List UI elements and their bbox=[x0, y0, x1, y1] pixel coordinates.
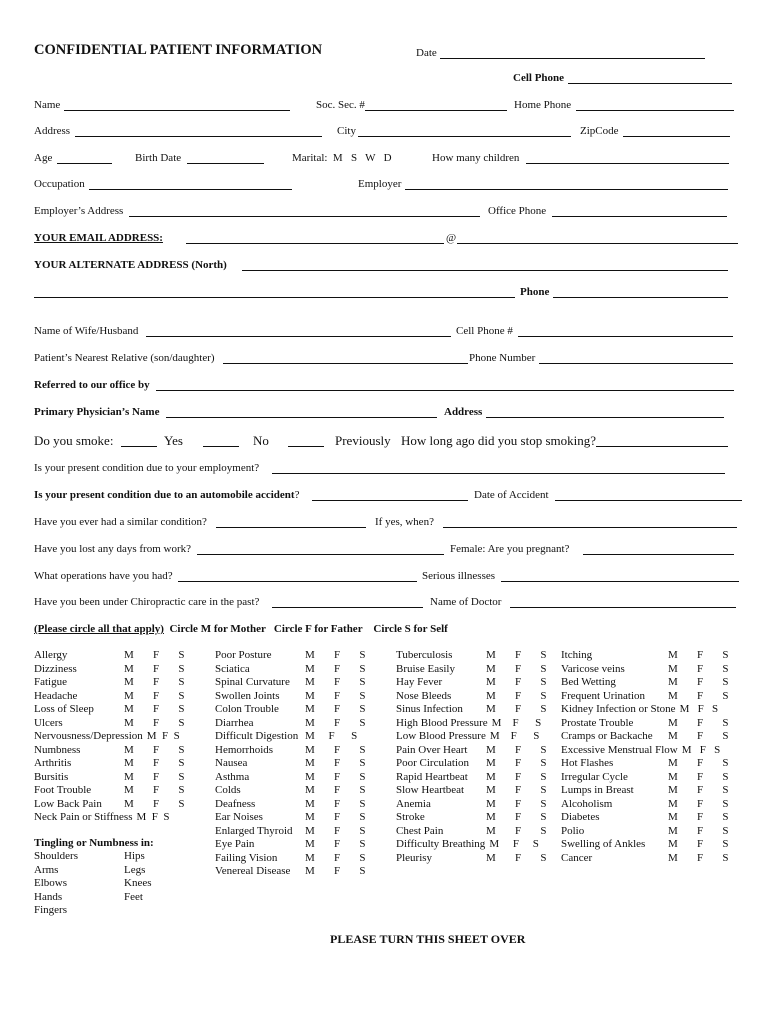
condition-row bbox=[215, 717, 375, 731]
condition-row bbox=[215, 744, 375, 758]
condition-row bbox=[561, 825, 761, 839]
condition-row bbox=[215, 703, 375, 717]
tingling-heading: Tingling or Numbness in: bbox=[34, 837, 154, 849]
condition-mfs-options[interactable]: M F S bbox=[681, 743, 721, 756]
condition-mfs-options[interactable]: M F S bbox=[305, 689, 366, 702]
email-label: YOUR EMAIL ADDRESS: bbox=[34, 232, 163, 244]
smoke-previously-label: Previously bbox=[335, 433, 391, 448]
condition-row bbox=[561, 784, 761, 798]
home-phone-field[interactable] bbox=[576, 110, 734, 111]
condition-row bbox=[561, 811, 761, 825]
condition-mfs-options[interactable]: M F S bbox=[305, 757, 366, 769]
condition-name: Failing Vision bbox=[215, 851, 278, 864]
condition-row bbox=[396, 676, 556, 690]
condition-name: Deafness bbox=[215, 797, 256, 810]
condition-row bbox=[561, 757, 761, 771]
condition-name: Slow Heartbeat bbox=[396, 784, 465, 796]
tingling-left-list bbox=[34, 850, 78, 918]
alt-phone-field[interactable] bbox=[553, 297, 728, 298]
condition-name: Cancer bbox=[561, 851, 593, 864]
condition-name: Sciatica bbox=[215, 662, 250, 675]
condition-mfs-options[interactable]: M F S bbox=[305, 851, 366, 864]
smoke-label: Do you smoke: bbox=[34, 433, 114, 448]
condition-name: Low Blood Pressure bbox=[396, 730, 486, 742]
smoke-no-blank[interactable] bbox=[203, 446, 239, 447]
condition-name: Nausea bbox=[215, 757, 248, 769]
condition-mfs-options[interactable]: M F S bbox=[486, 851, 547, 864]
condition-row bbox=[34, 744, 204, 758]
condition-name: Fatigue bbox=[34, 676, 67, 688]
condition-name: Hay Fever bbox=[396, 676, 443, 688]
condition-row bbox=[215, 730, 375, 744]
doctor-label: Name of Doctor bbox=[430, 596, 502, 608]
circle-all-note: (Please circle all that apply) bbox=[34, 623, 164, 635]
address-field[interactable] bbox=[75, 136, 322, 137]
page-title: CONFIDENTIAL PATIENT INFORMATION bbox=[34, 42, 323, 58]
condition-name: High Blood Pressure bbox=[396, 716, 488, 729]
condition-name: Lumps in Breast bbox=[561, 784, 634, 796]
condition-mfs-options[interactable]: M F S bbox=[305, 797, 366, 810]
condition-mfs-options[interactable]: M F S bbox=[668, 784, 729, 796]
turn-over-footer: PLEASE TURN THIS SHEET OVER bbox=[330, 932, 526, 946]
condition-mfs-options[interactable]: M F S bbox=[305, 662, 366, 675]
alt-phone-label: Phone bbox=[520, 286, 550, 298]
conditions-column-3 bbox=[396, 649, 556, 865]
condition-mfs-options[interactable]: M F S bbox=[305, 811, 366, 823]
condition-name: Colon Trouble bbox=[215, 703, 279, 715]
condition-mfs-options[interactable]: M F S bbox=[124, 716, 185, 729]
condition-name: Venereal Disease bbox=[215, 865, 291, 877]
tingling-right-list bbox=[124, 850, 152, 904]
condition-row bbox=[396, 703, 556, 717]
condition-mfs-options[interactable]: M F S bbox=[124, 797, 185, 810]
condition-row bbox=[396, 730, 556, 744]
condition-row bbox=[396, 649, 556, 663]
chiro-field[interactable] bbox=[272, 607, 423, 608]
condition-mfs-options[interactable]: M F S bbox=[486, 757, 547, 769]
condition-row bbox=[561, 838, 761, 852]
conditions-column-4 bbox=[561, 649, 761, 865]
smoke-stop-field[interactable] bbox=[596, 446, 728, 447]
condition-row bbox=[396, 784, 556, 798]
condition-mfs-options[interactable]: M F S bbox=[668, 824, 729, 837]
if-yes-field[interactable] bbox=[443, 527, 737, 528]
condition-name: Varicose veins bbox=[561, 662, 625, 675]
condition-name: Ulcers bbox=[34, 716, 63, 729]
zipcode-label: ZipCode bbox=[580, 125, 619, 137]
condition-row bbox=[215, 825, 375, 839]
cell-phone-label: Cell Phone bbox=[513, 72, 565, 84]
condition-name: Arthritis bbox=[34, 757, 72, 769]
accident-date-field[interactable] bbox=[555, 500, 742, 501]
tingling-item[interactable]: Elbows bbox=[34, 877, 67, 889]
ssn-label: Soc. Sec. # bbox=[316, 99, 365, 111]
condition-row bbox=[396, 798, 556, 812]
condition-row bbox=[215, 690, 375, 704]
age-field[interactable] bbox=[57, 163, 112, 164]
condition-mfs-options[interactable]: M F S bbox=[146, 730, 180, 742]
marital-options[interactable]: Marital: M S W D bbox=[292, 152, 392, 164]
employer-label: Employer bbox=[358, 178, 402, 190]
children-label: How many children bbox=[432, 152, 520, 164]
condition-mfs-options[interactable]: M F S bbox=[489, 838, 539, 850]
children-field[interactable] bbox=[526, 163, 729, 164]
condition-name: Poor Circulation bbox=[396, 757, 470, 769]
condition-mfs-options[interactable]: M F S bbox=[305, 770, 366, 783]
condition-name: Nose Bleeds bbox=[396, 689, 452, 702]
spouse-phone-field[interactable] bbox=[518, 336, 733, 337]
zipcode-field[interactable] bbox=[623, 136, 730, 137]
condition-row bbox=[396, 717, 556, 731]
circle-legend: Circle M for Mother Circle F for Father Circle S for Self bbox=[169, 623, 448, 635]
lost-days-question: Have you lost any days from work? bbox=[34, 543, 192, 555]
condition-mfs-options[interactable]: M F S bbox=[305, 838, 366, 850]
spouse-label: Name of Wife/Husband bbox=[34, 325, 139, 337]
condition-row bbox=[396, 744, 556, 758]
condition-row bbox=[561, 730, 761, 744]
condition-mfs-options[interactable]: M F S bbox=[668, 649, 729, 661]
condition-name: Polio bbox=[561, 824, 585, 837]
smoke-no-label: No bbox=[253, 433, 269, 448]
operations-question: What operations have you had? bbox=[34, 570, 173, 582]
condition-row bbox=[34, 811, 204, 825]
office-phone-field[interactable] bbox=[552, 216, 727, 217]
condition-mfs-options[interactable]: M F S bbox=[486, 824, 547, 837]
condition-row bbox=[215, 649, 375, 663]
condition-mfs-options[interactable]: M F S bbox=[486, 743, 547, 756]
condition-name: Neck Pain or Stiffness bbox=[34, 811, 133, 823]
condition-name: Kidney Infection or Stone bbox=[561, 703, 676, 715]
age-label: Age bbox=[34, 152, 53, 164]
condition-mfs-options[interactable]: M F S bbox=[679, 703, 719, 715]
tingling-item[interactable]: Shoulders bbox=[34, 850, 78, 862]
condition-row bbox=[561, 744, 761, 758]
pregnant-question: Female: Are you pregnant? bbox=[450, 543, 570, 555]
condition-row bbox=[561, 649, 761, 663]
condition-name: Prostate Trouble bbox=[561, 716, 634, 729]
condition-name: Stroke bbox=[396, 811, 425, 823]
condition-row bbox=[396, 838, 556, 852]
condition-row bbox=[561, 703, 761, 717]
smoke-stop-label: How long ago did you stop smoking? bbox=[401, 433, 596, 448]
condition-mfs-options[interactable]: M F S bbox=[305, 743, 366, 756]
condition-row bbox=[396, 771, 556, 785]
birth-date-label: Birth Date bbox=[135, 152, 182, 164]
alt-address-field[interactable] bbox=[242, 270, 728, 271]
condition-mfs-options[interactable]: M F S bbox=[124, 649, 185, 661]
condition-name: Frequent Urination bbox=[561, 689, 646, 702]
condition-row bbox=[215, 852, 375, 866]
condition-row bbox=[34, 649, 204, 663]
similar-field[interactable] bbox=[216, 527, 366, 528]
condition-mfs-options[interactable]: M F S bbox=[486, 649, 547, 661]
condition-name: Diarrhea bbox=[215, 716, 254, 729]
condition-row bbox=[561, 717, 761, 731]
condition-row bbox=[215, 838, 375, 852]
accident-date-label: Date of Accident bbox=[474, 489, 549, 501]
condition-mfs-options[interactable]: M F S bbox=[136, 811, 170, 823]
condition-row bbox=[561, 690, 761, 704]
condition-row bbox=[215, 771, 375, 785]
condition-mfs-options[interactable]: M F S bbox=[668, 662, 729, 675]
condition-name: Irregular Cycle bbox=[561, 770, 628, 783]
condition-mfs-options[interactable]: M F S bbox=[305, 730, 358, 742]
condition-name: Sinus Infection bbox=[396, 703, 463, 715]
condition-name: Alcoholism bbox=[561, 797, 613, 810]
condition-mfs-options[interactable]: M F S bbox=[668, 689, 729, 702]
illnesses-label: Serious illnesses bbox=[422, 570, 496, 582]
employment-field[interactable] bbox=[272, 473, 725, 474]
condition-mfs-options[interactable]: M F S bbox=[486, 811, 547, 823]
spouse-field[interactable] bbox=[146, 336, 451, 337]
email-domain-field[interactable] bbox=[457, 243, 738, 244]
condition-mfs-options[interactable]: M F S bbox=[486, 784, 547, 796]
condition-row bbox=[396, 852, 556, 866]
condition-mfs-options[interactable]: M F S bbox=[305, 824, 366, 837]
primary-address-label: Address bbox=[444, 406, 483, 418]
condition-name: Difficulty Breathing bbox=[396, 838, 486, 850]
employer-address-label: Employer’s Address bbox=[34, 205, 124, 217]
condition-row bbox=[34, 798, 204, 812]
condition-row bbox=[396, 690, 556, 704]
condition-name: Dizziness bbox=[34, 662, 77, 675]
condition-mfs-options[interactable]: M F S bbox=[668, 770, 729, 783]
conditions-column-2 bbox=[215, 649, 375, 879]
condition-name: Pleurisy bbox=[396, 851, 433, 864]
conditions-column-1 bbox=[34, 649, 204, 825]
condition-mfs-options[interactable]: M F S bbox=[668, 797, 729, 810]
condition-name: Poor Posture bbox=[215, 649, 272, 661]
tingling-item[interactable]: Legs bbox=[124, 863, 146, 876]
condition-row bbox=[215, 811, 375, 825]
condition-name: Colds bbox=[215, 784, 241, 796]
condition-mfs-options[interactable]: M F S bbox=[668, 851, 729, 864]
cell-phone-field[interactable] bbox=[568, 83, 732, 84]
auto-question: Is your present condition due to an automobile accident bbox=[34, 489, 295, 501]
date-label: Date bbox=[416, 47, 437, 59]
condition-row bbox=[34, 663, 204, 677]
tingling-item[interactable]: Arms bbox=[34, 863, 59, 876]
auto-question-row bbox=[34, 489, 299, 501]
primary-physician-label: Primary Physician’s Name bbox=[34, 406, 160, 418]
relative-phone-field[interactable] bbox=[539, 363, 733, 364]
condition-name: Bursitis bbox=[34, 770, 69, 783]
condition-name: Rapid Heartbeat bbox=[396, 770, 468, 783]
condition-name: Excessive Menstrual Flow bbox=[561, 743, 678, 756]
condition-row bbox=[215, 663, 375, 677]
condition-row bbox=[215, 757, 375, 771]
condition-row bbox=[561, 852, 761, 866]
condition-name: Hot Flashes bbox=[561, 757, 614, 769]
spouse-phone-label: Cell Phone # bbox=[456, 325, 513, 337]
email-at-sign: @ bbox=[446, 232, 457, 244]
condition-name: Diabetes bbox=[561, 811, 600, 823]
condition-mfs-options[interactable]: M F S bbox=[491, 716, 542, 729]
condition-mfs-options[interactable]: M F S bbox=[124, 770, 185, 783]
condition-name: Spinal Curvature bbox=[215, 676, 290, 688]
referred-field[interactable] bbox=[156, 390, 734, 391]
tingling-item[interactable]: Knees bbox=[124, 877, 152, 889]
condition-name: Foot Trouble bbox=[34, 784, 92, 796]
condition-name: Cramps or Backache bbox=[561, 730, 653, 742]
address-label: Address bbox=[34, 125, 71, 137]
condition-name: Bed Wetting bbox=[561, 676, 616, 688]
lost-days-field[interactable] bbox=[197, 554, 444, 555]
condition-mfs-options[interactable]: M F S bbox=[486, 797, 547, 810]
condition-mfs-options[interactable]: M F S bbox=[486, 676, 547, 688]
condition-mfs-options[interactable]: M F S bbox=[305, 784, 366, 796]
condition-name: Swelling of Ankles bbox=[561, 838, 646, 850]
condition-row bbox=[215, 676, 375, 690]
condition-name: Enlarged Thyroid bbox=[215, 824, 293, 837]
email-user-field[interactable] bbox=[186, 243, 444, 244]
condition-row bbox=[34, 676, 204, 690]
city-field[interactable] bbox=[358, 136, 571, 137]
condition-name: Chest Pain bbox=[396, 824, 444, 837]
alt-address-label: YOUR ALTERNATE ADDRESS (North) bbox=[34, 259, 227, 271]
condition-name: Numbness bbox=[34, 743, 81, 756]
condition-mfs-options[interactable]: M F S bbox=[305, 716, 366, 729]
condition-mfs-options[interactable]: M F S bbox=[305, 703, 366, 715]
condition-mfs-options[interactable]: M F S bbox=[486, 662, 547, 675]
condition-name: Anemia bbox=[396, 797, 431, 810]
pregnant-field[interactable] bbox=[583, 554, 734, 555]
condition-mfs-options[interactable]: M F S bbox=[486, 770, 547, 783]
condition-row bbox=[34, 690, 204, 704]
smoke-previously-blank[interactable] bbox=[288, 446, 324, 447]
condition-mfs-options[interactable]: M F S bbox=[486, 703, 547, 715]
condition-name: Swollen Joints bbox=[215, 689, 280, 702]
condition-row bbox=[215, 784, 375, 798]
condition-mfs-options[interactable]: M F S bbox=[668, 676, 729, 688]
employer-field[interactable] bbox=[405, 189, 728, 190]
condition-name: Itching bbox=[561, 649, 593, 661]
condition-row bbox=[34, 784, 204, 798]
condition-name: Allergy bbox=[34, 649, 68, 661]
relative-phone-label: Phone Number bbox=[469, 352, 536, 364]
condition-name: Ear Noises bbox=[215, 811, 263, 823]
smoke-yes-blank[interactable] bbox=[121, 446, 157, 447]
primary-physician-field[interactable] bbox=[166, 417, 437, 418]
if-yes-label: If yes, when? bbox=[375, 516, 434, 528]
employment-question: Is your present condition due to your employment? bbox=[34, 462, 260, 474]
tingling-item[interactable]: Hips bbox=[124, 850, 145, 862]
condition-name: Pain Over Heart bbox=[396, 743, 468, 756]
condition-name: Nervousness/Depression bbox=[34, 730, 143, 742]
condition-name: Eye Pain bbox=[215, 838, 255, 850]
condition-mfs-options[interactable]: M F S bbox=[668, 838, 729, 850]
condition-name: Bruise Easily bbox=[396, 662, 455, 675]
circle-instructions bbox=[34, 623, 448, 635]
condition-row bbox=[34, 730, 204, 744]
condition-mfs-options[interactable]: M F S bbox=[124, 784, 185, 796]
condition-row bbox=[396, 663, 556, 677]
condition-mfs-options[interactable]: M F S bbox=[668, 757, 729, 769]
operations-field[interactable] bbox=[178, 581, 417, 582]
condition-mfs-options[interactable]: M F S bbox=[489, 730, 540, 742]
condition-row bbox=[34, 703, 204, 717]
condition-row bbox=[34, 717, 204, 731]
condition-mfs-options[interactable]: M F S bbox=[305, 649, 366, 661]
condition-mfs-options[interactable]: M F S bbox=[305, 676, 366, 688]
condition-mfs-options[interactable]: M F S bbox=[486, 689, 547, 702]
city-label: City bbox=[337, 125, 356, 137]
condition-row bbox=[561, 663, 761, 677]
date-field[interactable] bbox=[440, 58, 705, 59]
condition-row bbox=[215, 798, 375, 812]
condition-row bbox=[561, 771, 761, 785]
condition-row bbox=[215, 865, 375, 879]
ssn-field[interactable] bbox=[365, 110, 507, 111]
condition-row bbox=[396, 811, 556, 825]
employer-address-field[interactable] bbox=[129, 216, 480, 217]
auto-question-mark: ? bbox=[294, 489, 300, 501]
condition-mfs-options[interactable]: M F S bbox=[668, 811, 729, 823]
condition-mfs-options[interactable]: M F S bbox=[124, 662, 185, 675]
name-label: Name bbox=[34, 99, 61, 111]
condition-name: Difficult Digestion bbox=[215, 730, 299, 742]
relative-field[interactable] bbox=[223, 363, 468, 364]
condition-row bbox=[561, 798, 761, 812]
occupation-field[interactable] bbox=[89, 189, 292, 190]
condition-name: Low Back Pain bbox=[34, 797, 102, 810]
similar-question: Have you ever had a similar condition? bbox=[34, 516, 207, 528]
condition-name: Loss of Sleep bbox=[34, 703, 94, 715]
alt-address-field-2[interactable] bbox=[34, 297, 515, 298]
tingling-item[interactable]: Fingers bbox=[34, 904, 67, 916]
condition-mfs-options[interactable]: M F S bbox=[124, 743, 185, 756]
occupation-label: Occupation bbox=[34, 178, 85, 190]
condition-row bbox=[34, 771, 204, 785]
condition-name: Hemorrhoids bbox=[215, 743, 274, 756]
condition-mfs-options[interactable]: M F S bbox=[668, 716, 729, 729]
condition-row bbox=[34, 757, 204, 771]
condition-mfs-options[interactable]: M F S bbox=[124, 689, 185, 702]
referred-label: Referred to our office by bbox=[34, 379, 150, 391]
condition-mfs-options[interactable]: M F S bbox=[124, 703, 185, 715]
condition-mfs-options[interactable]: M F S bbox=[668, 730, 729, 742]
tingling-item[interactable]: Feet bbox=[124, 890, 143, 903]
condition-mfs-options[interactable]: M F S bbox=[124, 676, 185, 688]
tingling-item[interactable]: Hands bbox=[34, 890, 63, 903]
condition-name: Headache bbox=[34, 689, 78, 702]
birth-date-field[interactable] bbox=[187, 163, 264, 164]
doctor-field[interactable] bbox=[510, 607, 736, 608]
illnesses-field[interactable] bbox=[501, 581, 739, 582]
chiro-question: Have you been under Chiropractic care in the past? bbox=[34, 596, 260, 608]
relative-label: Patient’s Nearest Relative (son/daughter) bbox=[34, 352, 215, 364]
condition-name: Asthma bbox=[215, 770, 250, 783]
condition-row bbox=[396, 825, 556, 839]
condition-row bbox=[561, 676, 761, 690]
office-phone-label: Office Phone bbox=[488, 205, 547, 217]
condition-mfs-options[interactable]: M F S bbox=[305, 865, 366, 877]
condition-name: Tuberculosis bbox=[396, 649, 453, 661]
auto-field[interactable] bbox=[312, 500, 468, 501]
primary-address-field[interactable] bbox=[486, 417, 724, 418]
name-field[interactable] bbox=[64, 110, 290, 111]
home-phone-label: Home Phone bbox=[514, 99, 572, 111]
condition-row bbox=[396, 757, 556, 771]
condition-mfs-options[interactable]: M F S bbox=[124, 757, 185, 769]
smoke-yes-label: Yes bbox=[164, 433, 183, 448]
